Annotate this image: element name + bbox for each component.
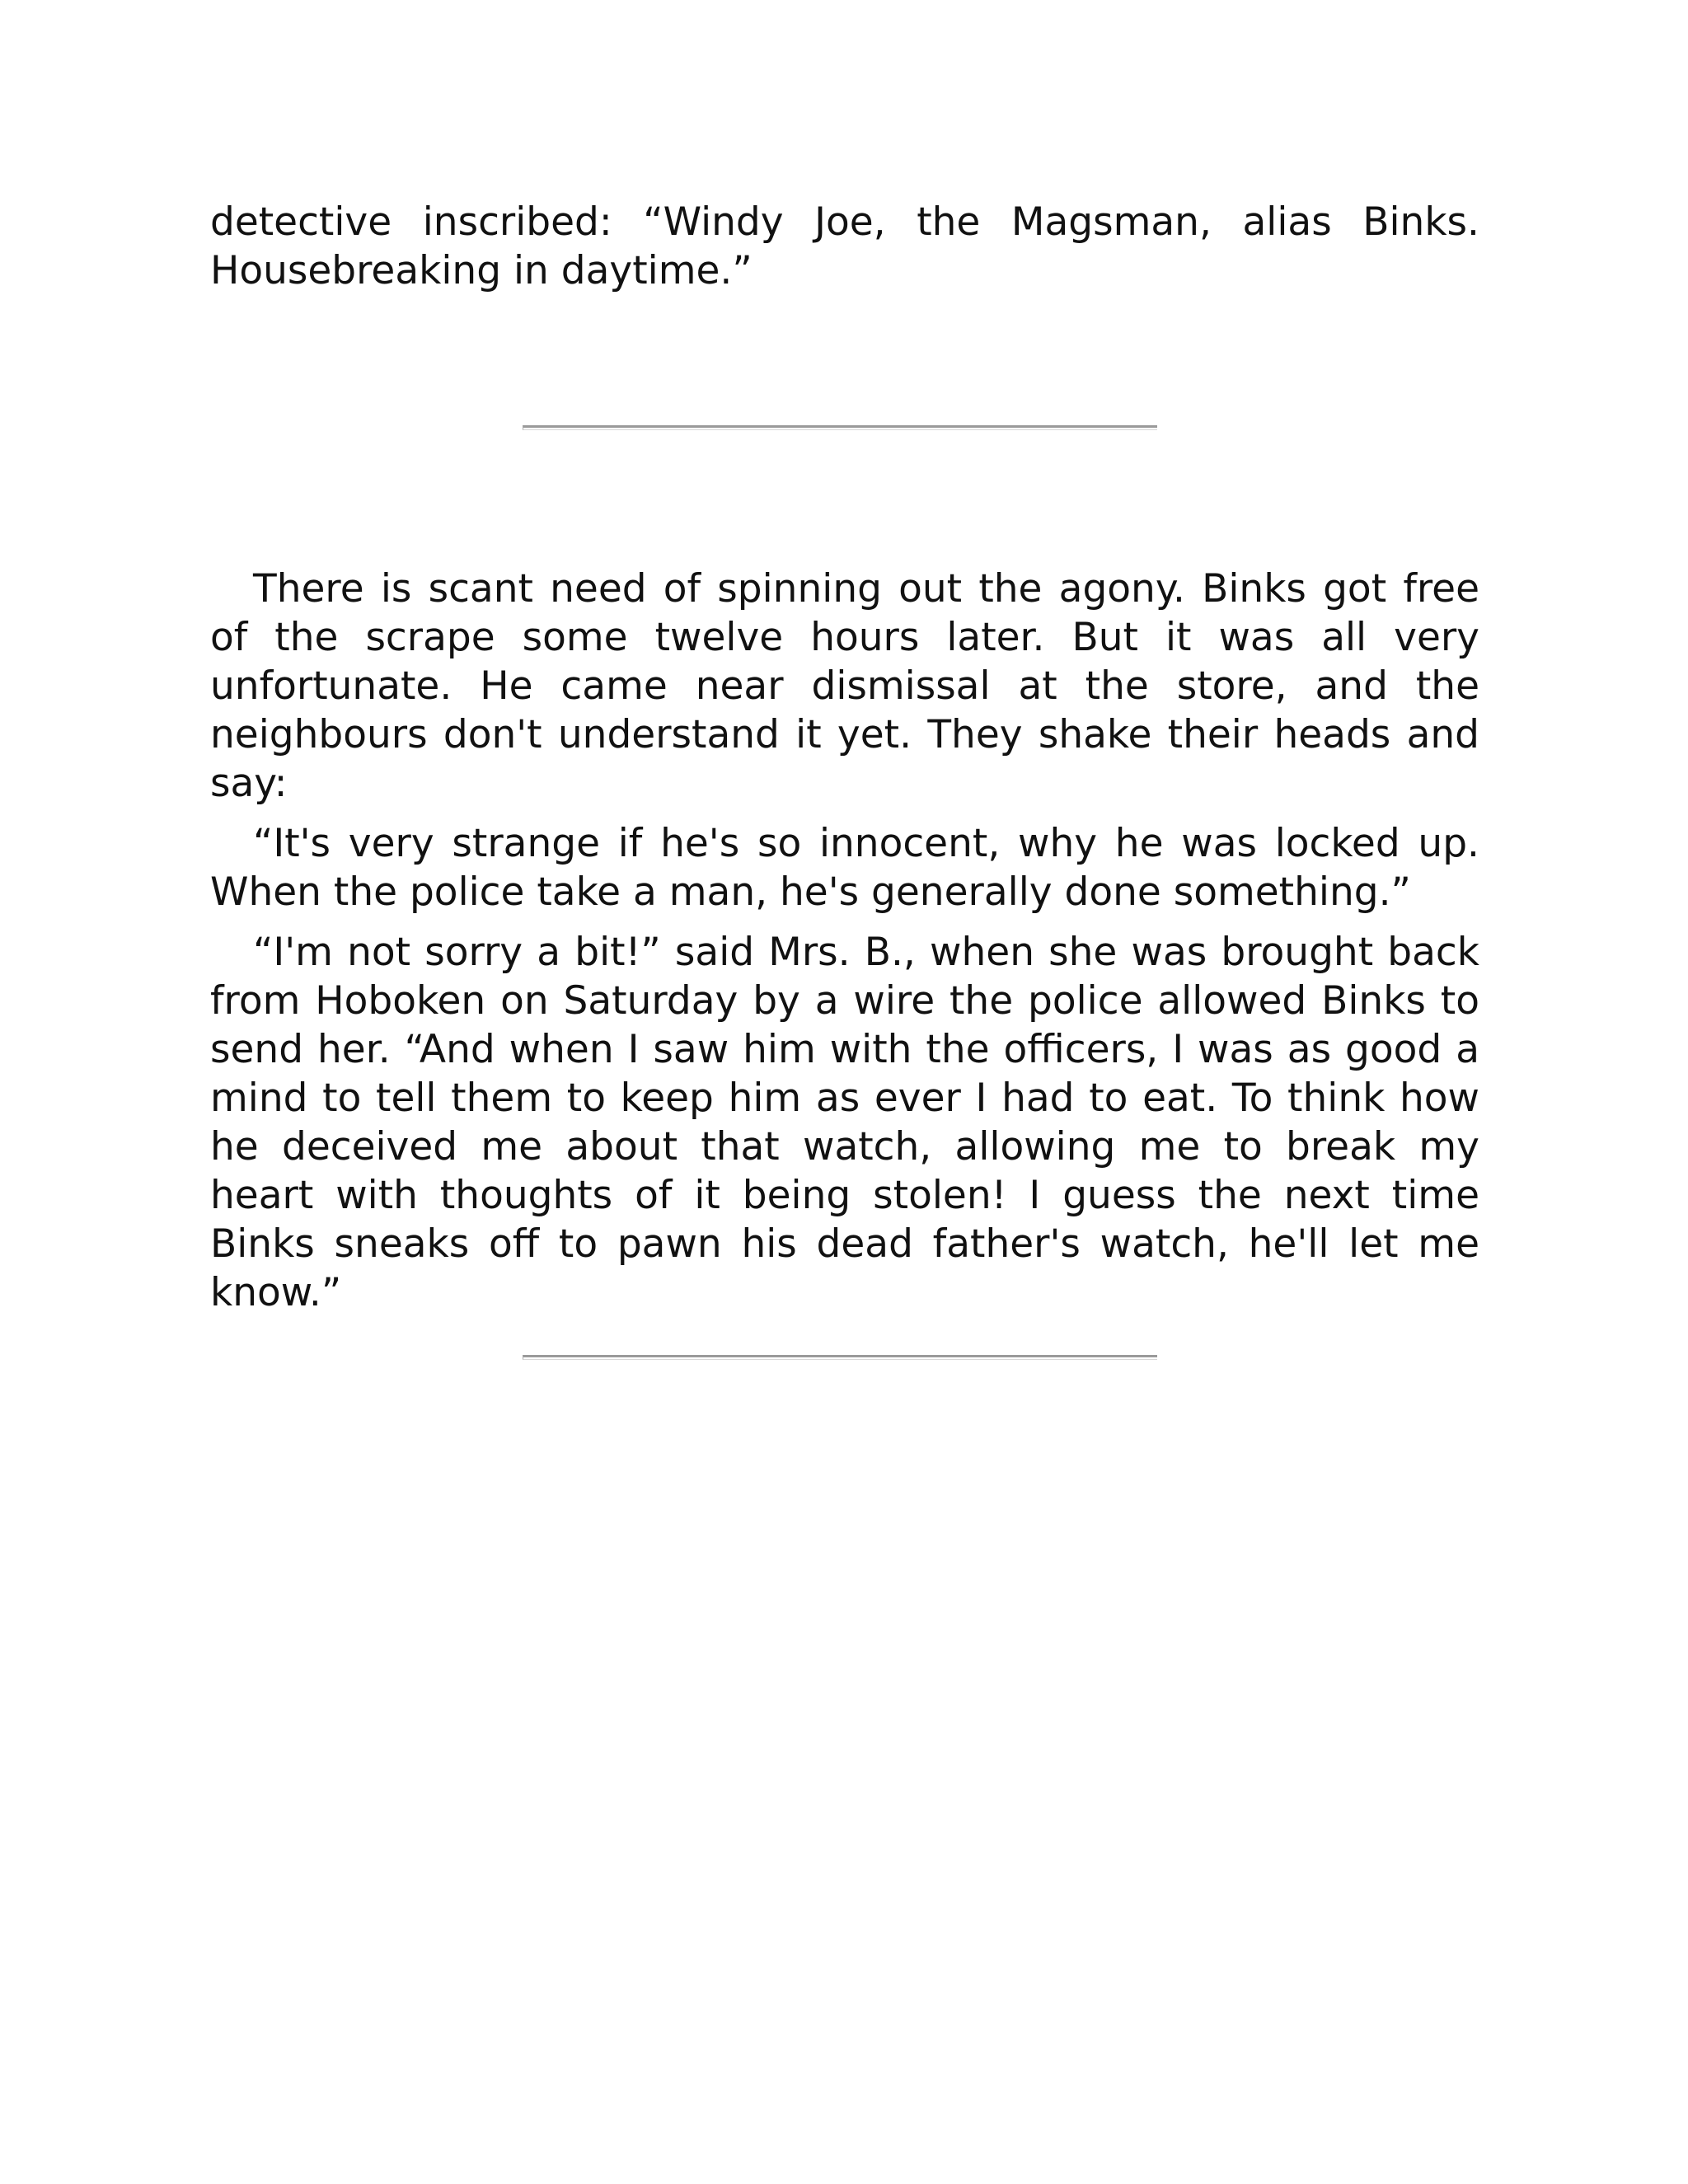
continued-paragraph: detective inscribed: “Windy Joe, the Magsman, alias Binks. Housebreaking in daytime.” [210, 199, 1479, 293]
continued-paragraph-block [210, 198, 1479, 295]
section-divider [523, 425, 1157, 430]
paragraph: There is scant need of spinning out the agony. Binks got free of the scrape some twelve hours later. But it was all very unfortunate. He came near dismissal at the store, and the neighbours don't understand it yet. They shake their heads and say: [210, 566, 1479, 806]
section-divider [523, 1355, 1157, 1360]
paragraph: “It's very strange if he's so innocent, why he was locked up. When the police take a man, he's generally done something.” [210, 821, 1479, 915]
paragraph: “I'm not sorry a bit!” said Mrs. B., when she was brought back from Hoboken on Saturday by a wire the police allowed Binks to send her. “And when I saw him with the officers, I was as good a mind to tell them to keep him as ever I had to eat. To think how he deceived me about that watch, allowing me to break my heart with thoughts of it being stolen! I guess the next time Binks sneaks off to pawn his dead father's watch, he'll let me know.” [210, 930, 1479, 1315]
body-text-block [210, 565, 1479, 1329]
